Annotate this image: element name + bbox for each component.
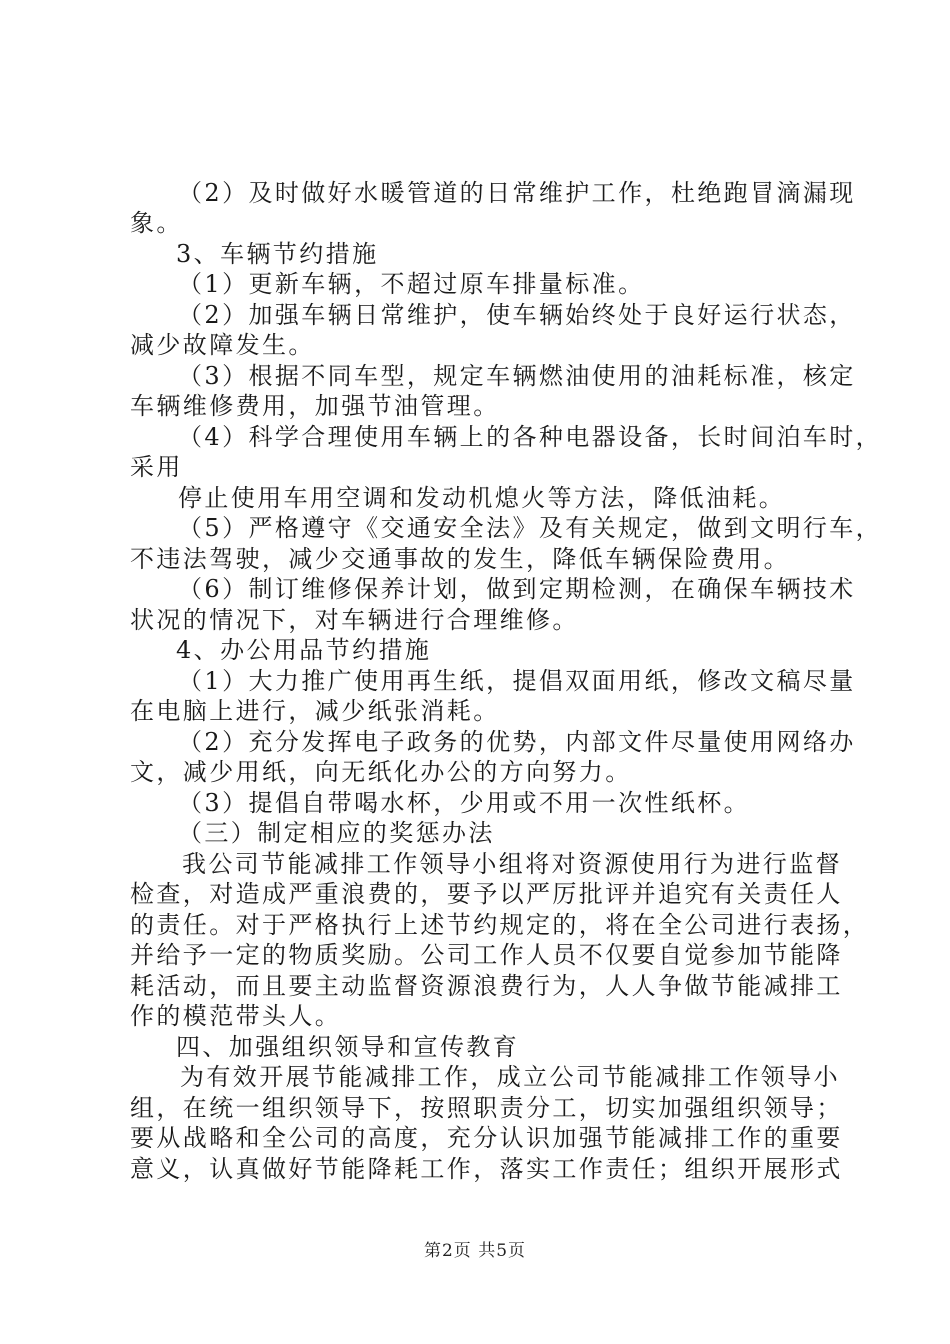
text-line: 我公司节能减排工作领导小组将对资源使用行为进行监督: [182, 850, 842, 878]
text-line: 耗活动，而且要主动监督资源浪费行为，人人争做节能减排工: [130, 972, 843, 1000]
text-line: 检查，对造成严重浪费的，要予以严厉批评并追究有关责任人: [130, 880, 843, 908]
text-line: 的责任。对于严格执行上述节约规定的，将在全公司进行表扬，: [130, 911, 870, 939]
text-line: 作的模范带头人。: [130, 1002, 342, 1030]
section-heading: 4、办公用品节约措施: [176, 636, 432, 664]
text-line: 减少故障发生。: [130, 331, 315, 359]
text-line: 为有效开展节能减排工作，成立公司节能减排工作领导小: [180, 1063, 840, 1091]
text-line: 状况的情况下，对车辆进行合理维修。: [130, 606, 579, 634]
text-line: 停止使用车用空调和发动机熄火等方法，降低油耗。: [178, 484, 786, 512]
text-line: （5）严格遵守《交通安全法》及有关规定，做到文明行车，: [178, 514, 883, 542]
text-line: （2）充分发挥电子政务的优势，内部文件尽量使用网络办: [178, 728, 856, 756]
text-line: 采用: [130, 453, 183, 481]
text-line: 并给予一定的物质奖励。公司工作人员不仅要自觉参加节能降: [130, 941, 843, 969]
text-line: （2）及时做好水暖管道的日常维护工作，杜绝跑冒滴漏现: [178, 179, 856, 207]
text-line: （2）加强车辆日常维护，使车辆始终处于良好运行状态，: [178, 301, 856, 329]
text-line: （3）根据不同车型，规定车辆燃油使用的油耗标准，核定: [178, 362, 856, 390]
text-line: 组，在统一组织领导下，按照职责分工，切实加强组织领导；: [130, 1094, 843, 1122]
section-heading: （三）制定相应的奖惩办法: [178, 819, 495, 847]
text-line: 车辆维修费用，加强节油管理。: [130, 392, 500, 420]
text-line: （4）科学合理使用车辆上的各种电器设备，长时间泊车时，: [178, 423, 883, 451]
page-number-footer: 第2页 共5页: [423, 1241, 527, 1261]
text-line: （1）更新车辆，不超过原车排量标准。: [178, 270, 645, 298]
section-heading: 3、车辆节约措施: [176, 240, 379, 268]
text-line: 要从战略和全公司的高度，充分认识加强节能减排工作的重要: [130, 1124, 843, 1152]
text-line: （1）大力推广使用再生纸，提倡双面用纸，修改文稿尽量: [178, 667, 856, 695]
text-line: （3）提倡自带喝水杯，少用或不用一次性纸杯。: [178, 789, 751, 817]
text-line: （6）制订维修保养计划，做到定期检测，在确保车辆技术: [178, 575, 856, 603]
text-line: 不违法驾驶，减少交通事故的发生，降低车辆保险费用。: [130, 545, 790, 573]
text-line: 在电脑上进行，减少纸张消耗。: [130, 697, 500, 725]
section-heading: 四、加强组织领导和宣传教育: [176, 1033, 520, 1061]
text-line: 意义，认真做好节能降耗工作，落实工作责任；组织开展形式: [130, 1155, 843, 1183]
text-line: 象。: [130, 209, 183, 237]
text-line: 文，减少用纸，向无纸化办公的方向努力。: [130, 758, 632, 786]
